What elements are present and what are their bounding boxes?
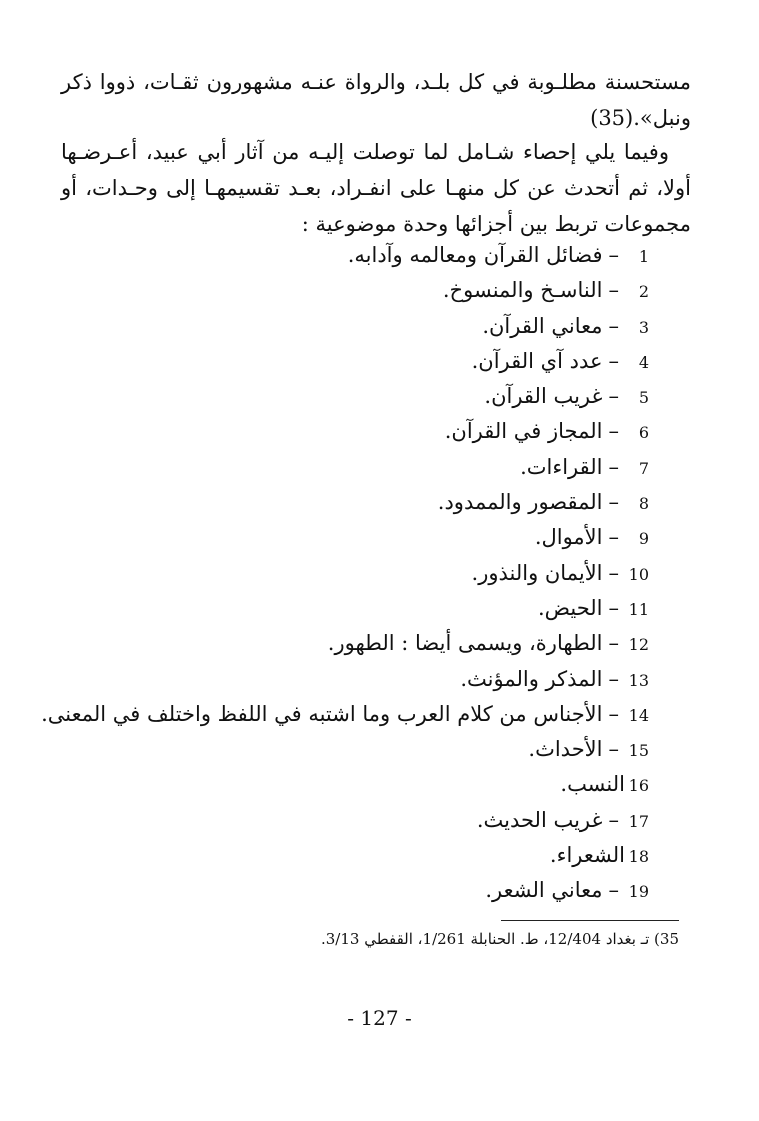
- list-item-dash: –: [608, 490, 619, 515]
- list-item-title: معاني القرآن.: [482, 313, 603, 338]
- list-item-dash: –: [608, 560, 619, 585]
- list-item-title: الشعراء.: [549, 843, 625, 868]
- list-item: [49, 838, 649, 873]
- list-item-number: 11: [628, 599, 649, 619]
- list-item-number: 15: [628, 741, 649, 761]
- list-item: [49, 591, 649, 626]
- list-item: [49, 556, 649, 591]
- list-item-title: المقصور والممدود.: [437, 490, 603, 515]
- list-item-number: 1: [638, 247, 649, 266]
- list-item-number: 13: [628, 670, 649, 690]
- list-item-number: 7: [638, 458, 649, 478]
- list-item-number: 3: [638, 317, 649, 337]
- list-item-dash: –: [608, 313, 619, 338]
- list-item-number: 18: [628, 847, 649, 867]
- list-item: [49, 309, 649, 344]
- paragraph-intro: وفيما يلي إحصاء شـامل لما توصلت إليـه من آثار أبي عبيد، أعـرضـها أولا، ثم أتحدث عن كل منهـا على انفـراد، بعـد تقسيمهـا إلى وحـدات، أو مجموعات تربط بين أجزائها وحدة موضوعية :: [61, 140, 691, 236]
- footnote: 35) تـ بغداد 12/404، ط. الحنابلة 1/261، القفطي 3/13.: [320, 930, 679, 948]
- list-item-number: 17: [628, 811, 649, 831]
- list-item: [49, 662, 649, 697]
- list-item-number: 2: [638, 282, 649, 302]
- list-item: [49, 238, 649, 273]
- list-item-title: الحيض.: [537, 595, 603, 620]
- paragraph-quote-end: مستحسنة مطلـوبة في كل بلـد، والرواة عنـه مشهورون ثقـات، ذووا ذكر ونبل».(35): [61, 70, 691, 130]
- list-item-title: المجاز في القرآن.: [444, 419, 603, 444]
- list-item-title: النسب.: [560, 772, 625, 797]
- list-item: [49, 414, 649, 449]
- list-item-dash: –: [608, 525, 619, 550]
- list-item-title: الأيمان والنذور.: [471, 560, 603, 585]
- list-item: [49, 485, 649, 520]
- list-item-number: 5: [638, 388, 649, 408]
- list-item-title: الأموال.: [534, 525, 603, 550]
- list-item-number: 9: [638, 529, 649, 549]
- list-item-number: 14: [628, 705, 649, 725]
- list-item: [41, 697, 649, 732]
- list-item-dash: –: [608, 278, 619, 303]
- list-item: [49, 273, 649, 308]
- list-item: [49, 450, 649, 485]
- list-item-title: المذكر والمؤنث.: [460, 666, 603, 691]
- works-list: [41, 238, 649, 909]
- list-item-dash: –: [608, 666, 619, 691]
- footnote-divider: [501, 920, 679, 921]
- list-item-title: معاني الشعر.: [485, 878, 603, 903]
- list-item-number: 6: [638, 423, 649, 443]
- list-item-dash: –: [608, 631, 619, 656]
- list-item-number: 19: [628, 882, 649, 902]
- list-item: [49, 803, 649, 838]
- list-item-number: 4: [638, 352, 649, 372]
- list-item-dash: –: [608, 737, 619, 762]
- list-item-number: 12: [628, 635, 649, 655]
- list-item-dash: –: [608, 595, 619, 620]
- list-item-title: الأجناس من كلام العرب وما اشتبه في اللفظ واختلف في المعنى.: [41, 701, 603, 726]
- list-item-title: عدد آي القرآن.: [471, 348, 603, 373]
- list-item-title: الأحداث.: [528, 737, 603, 762]
- list-item: [49, 767, 649, 802]
- list-item: [49, 626, 649, 661]
- list-item-title: غريب الحديث.: [476, 807, 603, 832]
- list-item-dash: –: [608, 384, 619, 409]
- list-item: [49, 732, 649, 767]
- list-item: [49, 344, 649, 379]
- list-item-title: فضائل القرآن ومعالمه وآدابه.: [347, 243, 603, 267]
- list-item: [49, 520, 649, 555]
- list-item: [49, 873, 649, 908]
- list-item-dash: –: [608, 419, 619, 444]
- list-item-number: 8: [638, 494, 649, 514]
- list-item-dash: –: [608, 243, 619, 267]
- list-item-title: غريب القرآن.: [484, 384, 603, 409]
- list-item-dash: –: [608, 807, 619, 832]
- list-item-title: القراءات.: [520, 454, 603, 479]
- list-item-title: الطهارة، ويسمى أيضا : الطهور.: [327, 631, 603, 656]
- list-item-dash: –: [608, 701, 619, 726]
- page-number: - 127 -: [347, 1006, 412, 1030]
- list-item: [49, 379, 649, 414]
- list-item-dash: –: [608, 454, 619, 479]
- list-item-title: الناسـخ والمنسوخ.: [442, 278, 603, 303]
- list-item-dash: –: [608, 348, 619, 373]
- list-item-number: 10: [628, 564, 649, 584]
- list-item-dash: –: [608, 878, 619, 903]
- list-item-number: 16: [628, 776, 649, 796]
